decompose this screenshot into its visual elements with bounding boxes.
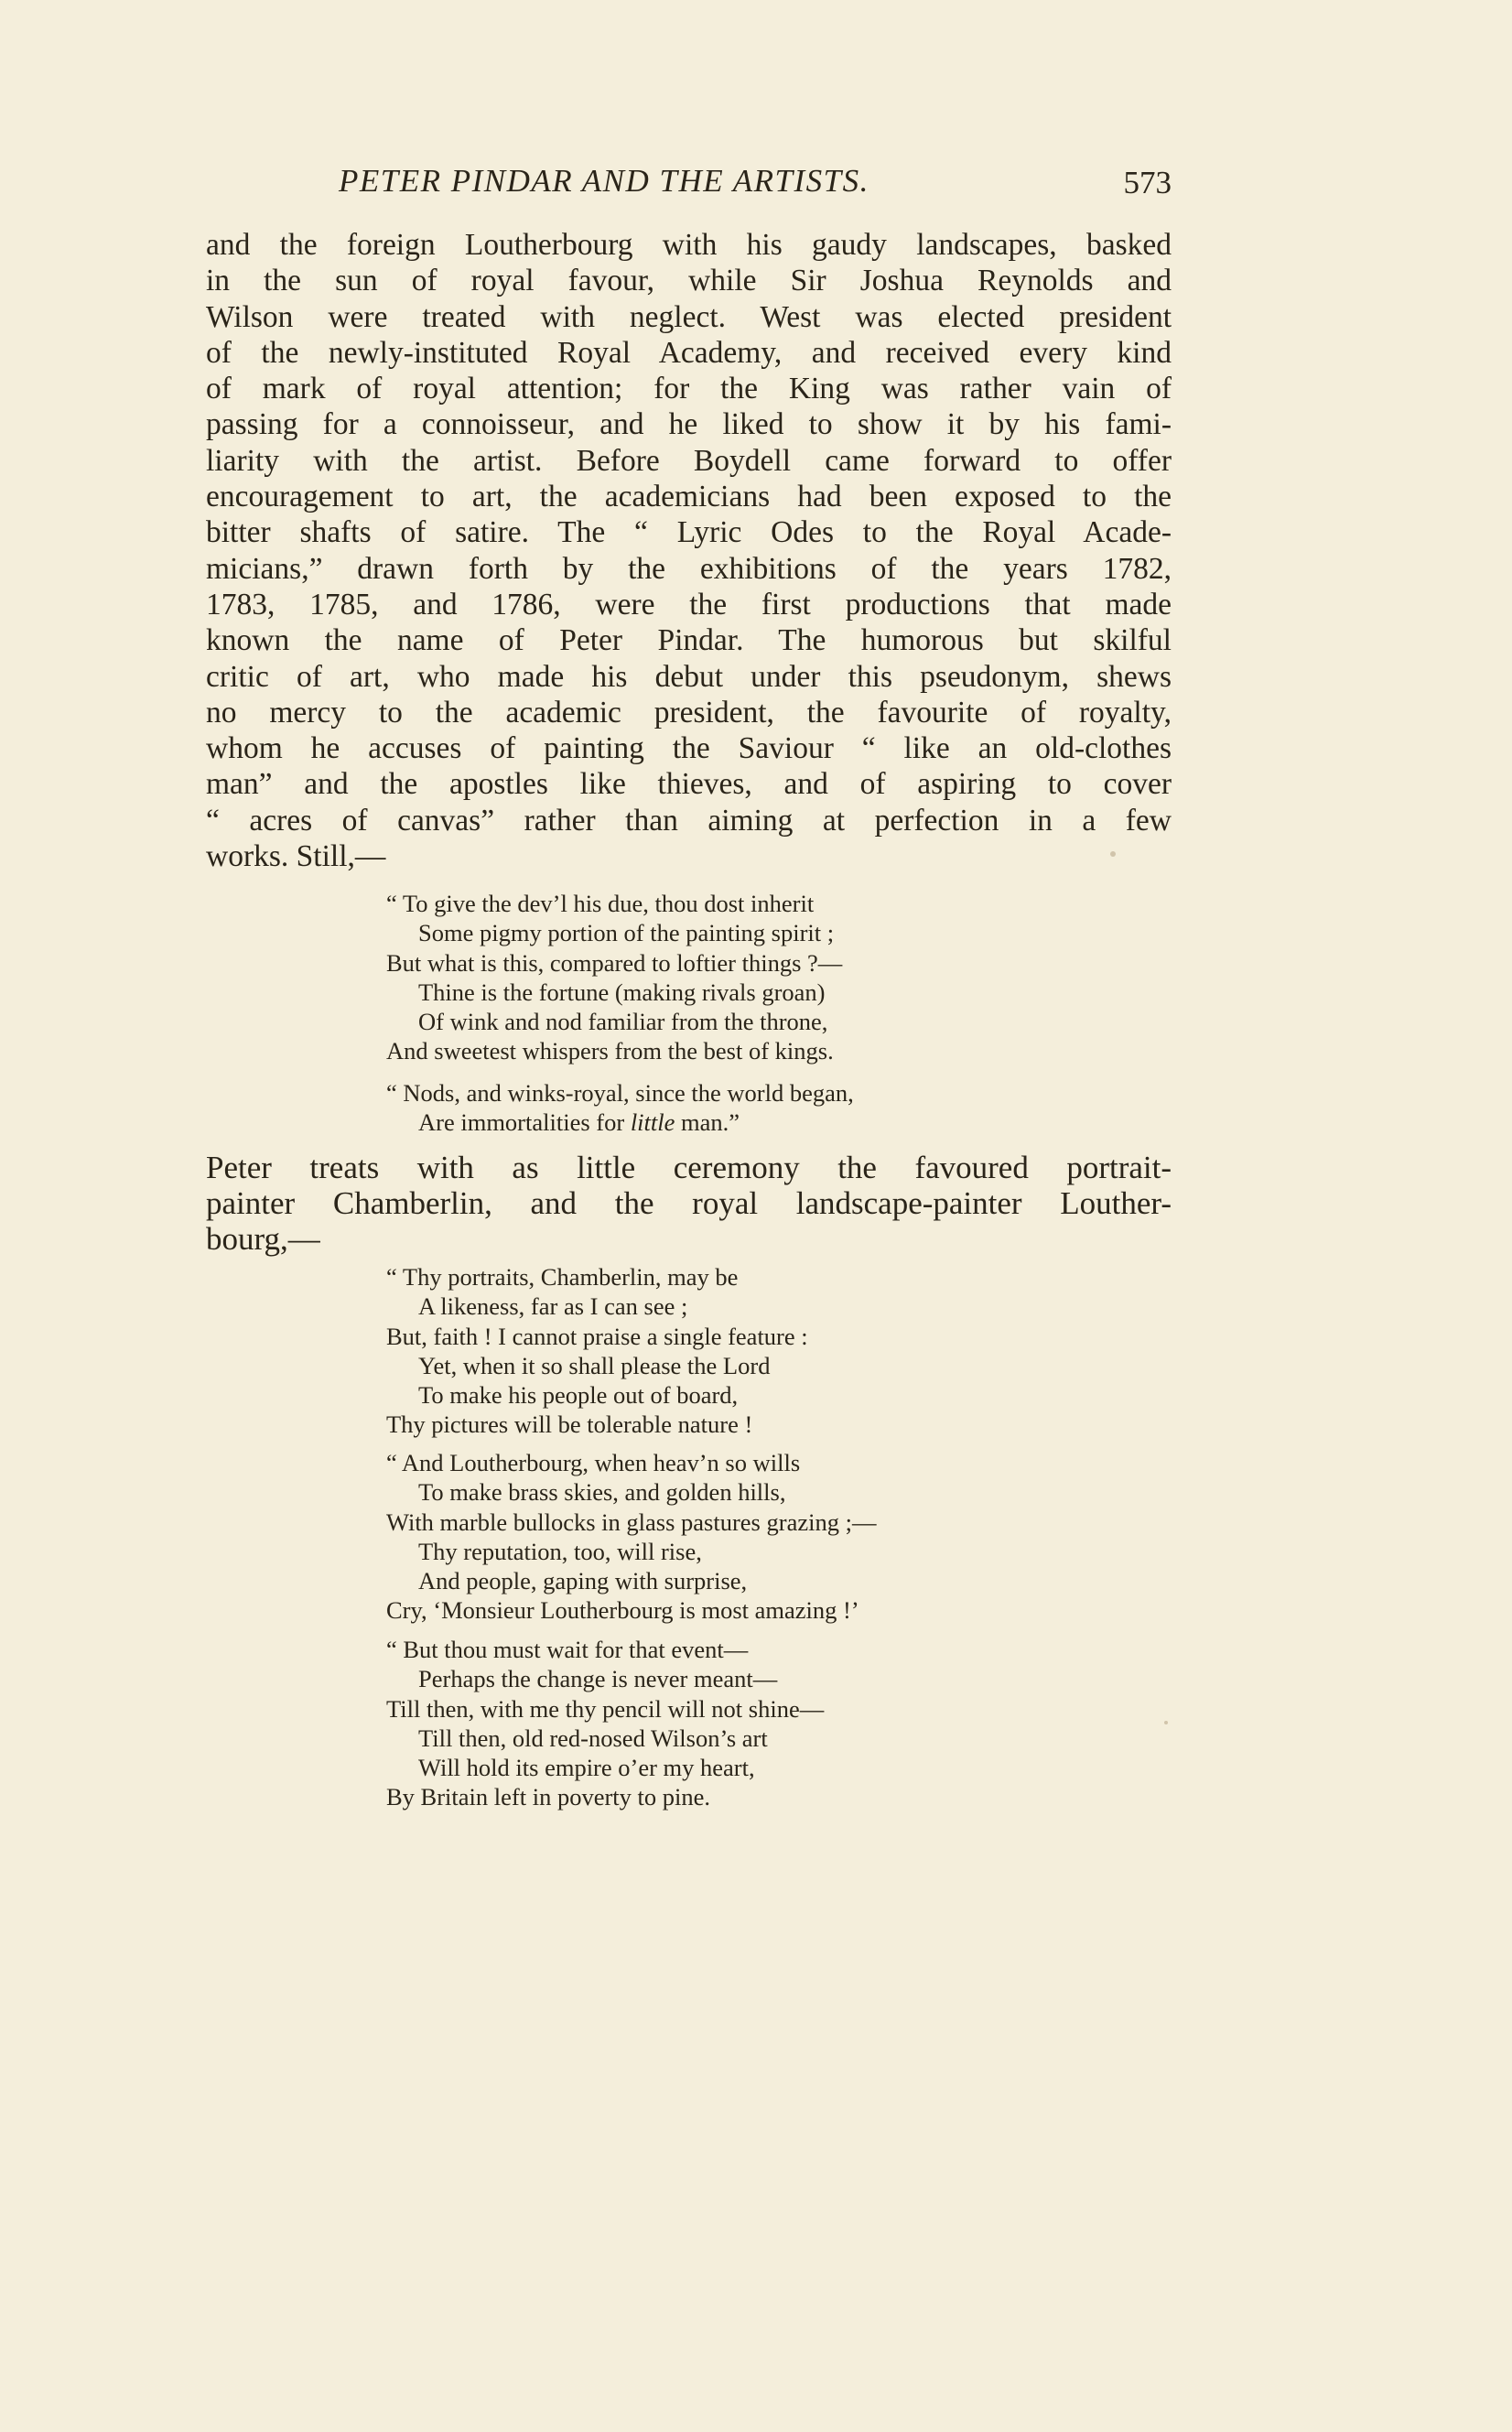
verse-line: By Britain left in poverty to pine.: [386, 1783, 711, 1811]
verse-stanza-2: [386, 1078, 854, 1138]
verse-stanza-1: [386, 889, 842, 1066]
text-line: painter Chamberlin, and the royal landscape-painter Louther-: [206, 1185, 1172, 1221]
verse-line: To make brass skies, and golden hills,: [418, 1478, 786, 1507]
paper-speck: [1110, 851, 1116, 857]
verse-line: With marble bullocks in glass pastures grazing ;—: [386, 1508, 877, 1536]
verse-line: “ To give the dev’l his due, thou dost inherit: [386, 890, 815, 917]
verse-line: Till then, with me thy pencil will not shine—: [386, 1694, 825, 1723]
text-line: of mark of royal attention; for the King was rather vain of: [206, 372, 1172, 406]
verse-line: “ Thy portraits, Chamberlin, may be: [386, 1263, 739, 1291]
text-line: whom he accuses of painting the Saviour “ like an old-clothes: [206, 731, 1172, 766]
verse-line: But, faith ! I cannot praise a single feature :: [386, 1322, 808, 1350]
text-line: works. Still,—: [206, 839, 386, 874]
verse-text: man.”: [675, 1108, 740, 1137]
text-line: man” and the apostles like thieves, and of aspiring to cover: [206, 767, 1172, 802]
verse-line: And sweetest whispers from the best of kings.: [386, 1037, 834, 1065]
text-line: micians,” drawn forth by the exhibitions of the years 1782,: [206, 551, 1172, 586]
verse-line: A likeness, far as I can see ;: [418, 1292, 688, 1321]
text-line: liarity with the artist. Before Boydell came forward to offer: [206, 443, 1172, 478]
page-number: 573: [1123, 165, 1172, 200]
verse-line: “ And Loutherbourg, when heav’n so wills: [386, 1449, 801, 1476]
verse-line: But what is this, compared to loftier things ?—: [386, 948, 843, 977]
text-line: passing for a connoisseur, and he liked to show it by his fami-: [206, 407, 1172, 442]
text-line: “ acres of canvas” rather than aiming at perfection in a few: [206, 803, 1172, 838]
paragraph-2: [206, 1150, 1172, 1257]
running-head: [206, 163, 1172, 209]
verse-line: Perhaps the change is never meant—: [418, 1665, 778, 1693]
text-line: Wilson were treated with neglect. West was elected president: [206, 299, 1172, 334]
verse-line: Thy reputation, too, will rise,: [418, 1537, 702, 1565]
verse-line: Will hold its empire o’er my heart,: [418, 1754, 755, 1782]
text-line: in the sun of royal favour, while Sir Joshua Reynolds and: [206, 264, 1172, 298]
verse-line: [386, 1108, 854, 1137]
verse-line: Thine is the fortune (making rivals groan): [418, 978, 826, 1006]
text-line: no mercy to the academic president, the favourite of royalty,: [206, 695, 1172, 730]
verse-line: Of wink and nod familiar from the throne,: [418, 1008, 828, 1036]
text-line: and the foreign Loutherbourg with his gaudy landscapes, basked: [206, 228, 1172, 262]
verse-text: Are immortalities for: [418, 1108, 631, 1137]
verse-line: Cry, ‘Monsieur Loutherbourg is most amazing !’: [386, 1596, 859, 1625]
text-line: encouragement to art, the academicians had been exposed to the: [206, 480, 1172, 514]
verse-line: Some pigmy portion of the painting spirit ;: [418, 919, 835, 947]
verse-line: Till then, old red-nosed Wilson’s art: [418, 1724, 768, 1752]
text-line: 1783, 1785, and 1786, were the first productions that made: [206, 587, 1172, 622]
verse-line: Thy pictures will be tolerable nature !: [386, 1411, 753, 1439]
paragraph-1: [206, 227, 1172, 874]
verse-stanza-5: [386, 1635, 824, 1812]
running-title: PETER PINDAR AND THE ARTISTS.: [339, 163, 869, 199]
text-line: Peter treats with as little ceremony the favoured portrait-: [206, 1150, 1172, 1185]
verse-line: “ But thou must wait for that event—: [386, 1636, 749, 1663]
italic-word: little: [630, 1108, 675, 1137]
verse-stanza-3: [386, 1262, 808, 1440]
verse-line: To make his people out of board,: [418, 1381, 739, 1410]
verse-line: Yet, when it so shall please the Lord: [418, 1351, 771, 1379]
text-line: critic of art, who made his debut under this pseudonym, shews: [206, 659, 1172, 694]
text-line: of the newly-instituted Royal Academy, and received every kind: [206, 335, 1172, 370]
text-line: known the name of Peter Pindar. The humorous but skilful: [206, 623, 1172, 658]
verse-stanza-4: [386, 1448, 876, 1626]
verse-line: And people, gaping with surprise,: [418, 1567, 748, 1595]
text-line: bitter shafts of satire. The “ Lyric Odes to the Royal Acade-: [206, 515, 1172, 550]
paper-speck: [1164, 1721, 1168, 1724]
text-line: bourg,—: [206, 1221, 320, 1257]
verse-line: “ Nods, and winks-royal, since the world began,: [386, 1079, 854, 1107]
